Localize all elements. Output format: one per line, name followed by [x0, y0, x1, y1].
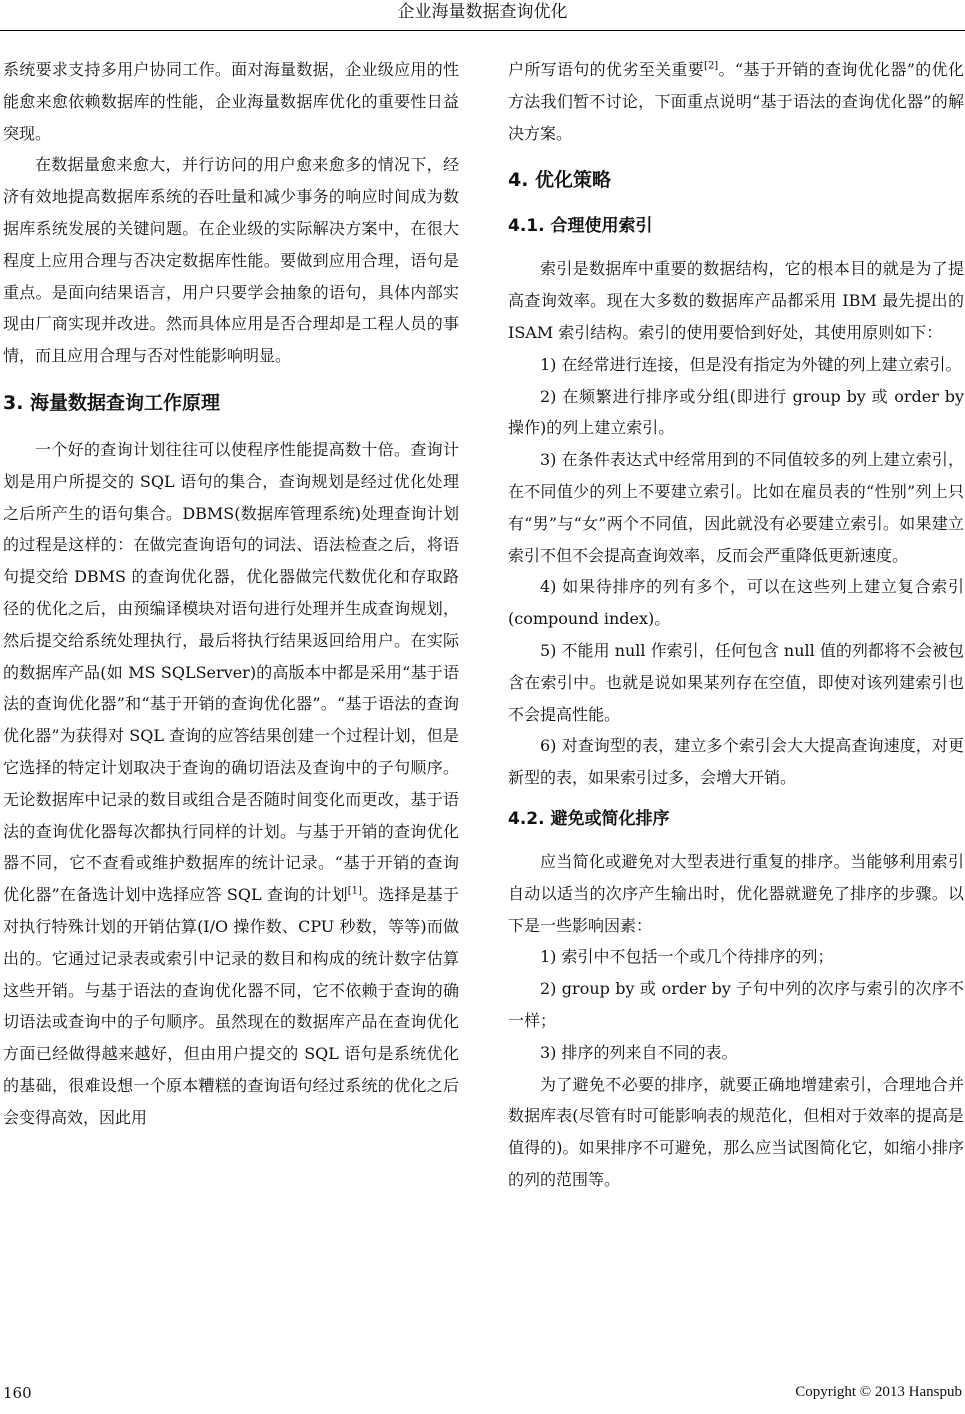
list-item: 4) 如果待排序的列有多个，可以在这些列上建立复合索引(compound index)。 [508, 577, 964, 629]
paragraph: 在数据量愈来愈大，并行访问的用户愈来愈多的情况下，经济有效地提高数据库系统的吞吐量和减少事务的响应时间成为数据库系统发展的关键问题。在企业级的实际解决方案中，在很大程度上应用合理与否决定数据库性能。要做到应用合理，语句是重点。是面向结果语言，用户只要学会抽象的语句，具体内部实现由厂商实现并改进。然而具体应用是否合理却是工程人员的事情，而且应用合理与否对性能影响明显。 [3, 155, 459, 366]
subsection-heading-4-2: 4.2. 避免或简化排序 [508, 808, 670, 829]
list-item: 1) 索引中不包括一个或几个待排序的列； [540, 947, 834, 967]
running-header: 企业海量数据查询优化 [0, 0, 965, 31]
list-item: 3) 排序的列来自不同的表。 [540, 1042, 738, 1062]
list-item: 2) group by 或 order by 子句中列的次序与索引的次序不一样； [508, 979, 964, 1030]
paragraph: 系统要求支持多用户协同工作。面对海量数据，企业级应用的性能愈来愈依赖数据库的性能，企业海量数据库优化的重要性日益突现。 [3, 60, 459, 143]
section-heading-4: 4. 优化策略 [508, 169, 612, 192]
list-item: 1) 在经常进行连接，但是没有指定为外键的列上建立索引。 [540, 354, 962, 374]
list-item: 6) 对查询型的表，建立多个索引会大大提高查询速度，对更新型的表，如果索引过多，会增大开销。 [508, 736, 964, 788]
paragraph: 为了避免不必要的排序，就要正确地增建索引，合理地合并数据库表(尽管有时可能影响表的规范化，但相对于效率的提高是值得的)。如果排序不可避免，那么应当试图简化它，如缩小排序的列的范围等。 [508, 1074, 964, 1189]
citation[interactable]: [2] [704, 60, 719, 72]
subsection-heading-4-1: 4.1. 合理使用索引 [508, 216, 653, 237]
paragraph [3, 434, 459, 1134]
left-column [3, 54, 459, 1134]
copyright: Copyright © 2013 Hanspub [795, 1384, 962, 1400]
paragraph: 应当简化或避免对大型表进行重复的排序。当能够利用索引自动以适当的次序产生输出时，优化器就避免了排序的步骤。以下是一些影响因素： [508, 851, 964, 935]
list-item: 2) 在频繁进行排序或分组(即进行 group by 或 order by 操作)的列上建立索引。 [508, 386, 964, 438]
citation[interactable]: [1] [347, 885, 362, 897]
paragraph [508, 54, 964, 149]
paragraph-text: 。选择是基于对执行特殊计划的开销估算(I/O 操作数、CPU 秒数，等等)而做出的。它通过记录表或索引中记录的数目和构成的统计数字估算这些开销。与基于语法的查询优化器不同，它不依赖于查询的确切语法或查询中的子句顺序。虽然现在的数据库产品在查询优化方面已经做得越来越好，但由用户提交的 SQL 语句是系统优化的基础，很难设想一个原本糟糕的查询语句经过系统的优化之后会变得高效，因此用 [3, 885, 459, 1127]
paragraph-text: 户所写语句的优劣至关重要 [508, 60, 705, 79]
paragraph-text: 。“基于开销的查询优化器”的优化方法我们暂不讨论，下面重点说明“基于语法的查询优化器”的解决方案。 [508, 60, 964, 143]
right-column [508, 54, 964, 1196]
paragraph: 索引是数据库中重要的数据结构，它的根本目的就是为了提高查询效率。现在大多数的数据库产品都采用 IBM 最先提出的 ISAM 索引结构。索引的使用要恰到好处，其使用原则如下： [508, 259, 964, 342]
list-item: 5) 不能用 null 作索引，任何包含 null 值的列都将不会被包含在索引中。也就是说如果某列存在空值，即使对该列建索引也不会提高性能。 [508, 640, 964, 724]
section-heading-3: 3. 海量数据查询工作原理 [3, 391, 221, 414]
page-number: 160 [3, 1384, 32, 1402]
paragraph-text: 一个好的查询计划往往可以使程序性能提高数十倍。查询计划是用户所提交的 SQL 语句的集合，查询规划是经过优化处理之后所产生的语句集合。DBMS(数据库管理系统)处理查询计划的过程是这样的：在做完查询语句的词法、语法检查之后，将语句提交给 DBMS 的查询优化器，优化器做完代数优化和存取路径的优化之后，由预编译模块对语句进行处理并生成查询规划，然后提交给系统处理执行，最后将执行结果返回给用户。在实际的数据库产品(如 MS SQLServer)的高版本中都是采用“基于语法的查询优化器”和“基于开销的查询优化器”。“基于语法的查询优化器”为获得对 SQL 查询的应答结果创建一个过程计划，但是它选择的特定计划取决于查询的确切语法及查询中的子句顺序。无论数据库中记录的数目或组合是否随时间变化而更改，基于语法的查询优化器每次都执行同样的计划。与基于开销的查询优化器不同，它不查看或维护数据库的统计记录。“基于开销的查询优化器”在备选计划中选择应答 SQL 查询的计划 [3, 439, 459, 905]
list-item: 3) 在条件表达式中经常用到的不同值较多的列上建立索引，在不同值少的列上不要建立索引。比如在雇员表的“性别”列上只有“男”与“女”两个不同值，因此就没有必要建立索引。如果建立索引不但不会提高查询效率，反而会严重降低更新速度。 [508, 450, 964, 565]
